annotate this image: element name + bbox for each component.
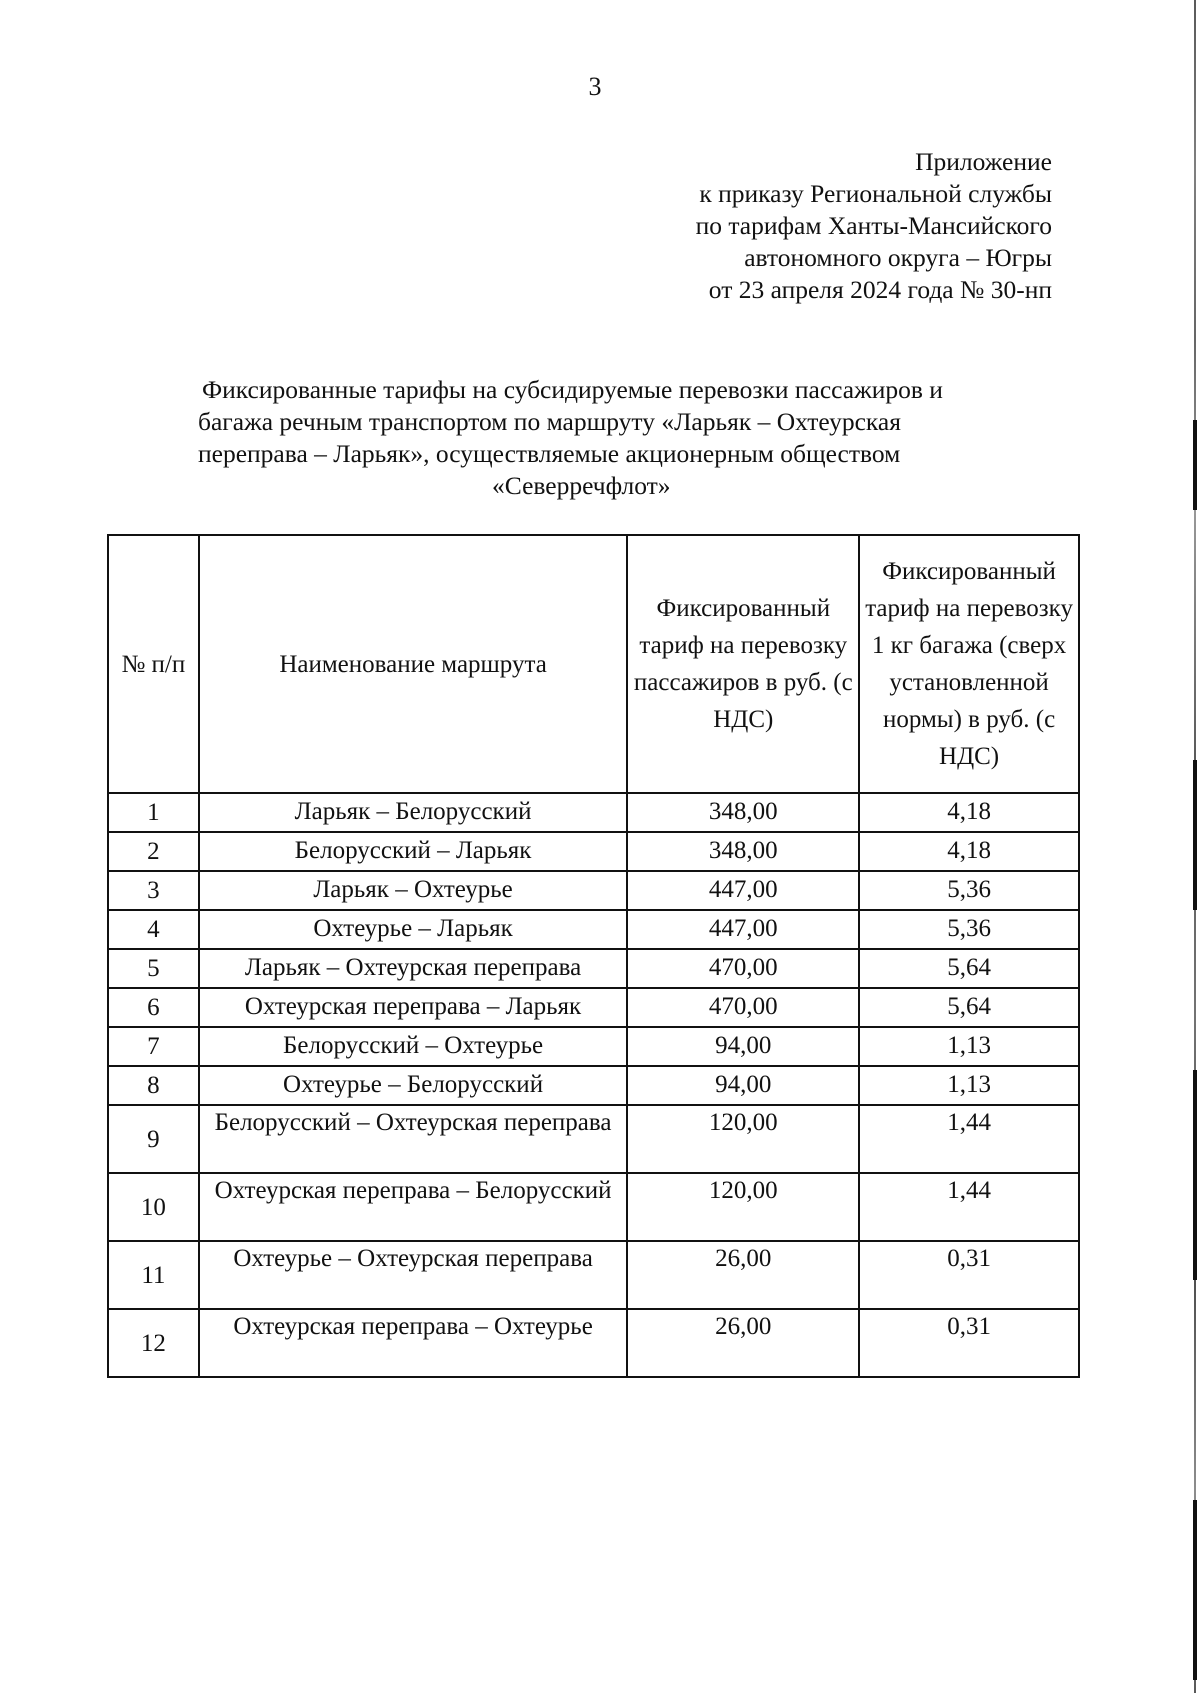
cell-baggage: 1,13: [859, 1027, 1079, 1066]
scan-edge-mark: [1193, 760, 1197, 910]
table-row: [108, 832, 1079, 871]
table-row: [108, 793, 1079, 832]
cell-passenger: 470,00: [627, 949, 859, 988]
appendix-line: от 23 апреля 2024 года № 30-нп: [708, 275, 1052, 304]
cell-route: Белорусский – Охтеурская переправа: [199, 1105, 628, 1173]
cell-route: Ларьяк – Белорусский: [199, 793, 628, 832]
cell-num: 11: [108, 1241, 199, 1309]
cell-baggage: 1,44: [859, 1173, 1079, 1241]
cell-passenger: 447,00: [627, 910, 859, 949]
cell-baggage: 5,36: [859, 910, 1079, 949]
cell-baggage: 0,31: [859, 1241, 1079, 1309]
cell-passenger: 120,00: [627, 1173, 859, 1241]
table-row: [108, 1066, 1079, 1105]
cell-passenger: 120,00: [627, 1105, 859, 1173]
tariffs-table: [107, 534, 1080, 1378]
table-row: [108, 1241, 1079, 1309]
cell-passenger: 348,00: [627, 832, 859, 871]
scan-edge-mark: [1193, 1500, 1197, 1680]
cell-num: 6: [108, 988, 199, 1027]
cell-route: Белорусский – Охтеурье: [199, 1027, 628, 1066]
appendix-line: по тарифам Ханты-Мансийского: [695, 211, 1052, 240]
scan-edge-mark: [1193, 1070, 1197, 1280]
cell-num: 2: [108, 832, 199, 871]
header-num: № п/п: [108, 535, 199, 793]
cell-route: Охтеурье – Ларьяк: [199, 910, 628, 949]
table-row: [108, 1027, 1079, 1066]
cell-num: 8: [108, 1066, 199, 1105]
cell-baggage: 5,36: [859, 871, 1079, 910]
document-title: [180, 374, 1060, 502]
cell-passenger: 470,00: [627, 988, 859, 1027]
cell-num: 5: [108, 949, 199, 988]
appendix-line: Приложение: [915, 147, 1052, 176]
cell-baggage: 0,31: [859, 1309, 1079, 1377]
cell-route: Ларьяк – Охтеурье: [199, 871, 628, 910]
header-passenger-tariff: Фиксированный тариф на перевозку пассажиров в руб. (с НДС): [627, 535, 859, 793]
cell-baggage: 1,13: [859, 1066, 1079, 1105]
scan-edge-mark: [1193, 420, 1197, 510]
cell-route: Охтеурская переправа – Ларьяк: [199, 988, 628, 1027]
cell-num: 4: [108, 910, 199, 949]
cell-passenger: 94,00: [627, 1027, 859, 1066]
table-row: [108, 949, 1079, 988]
cell-num: 10: [108, 1173, 199, 1241]
title-line: Фиксированные тарифы на субсидируемые перевозки пассажиров и: [202, 375, 943, 404]
cell-num: 7: [108, 1027, 199, 1066]
cell-num: 12: [108, 1309, 199, 1377]
cell-route: Белорусский – Ларьяк: [199, 832, 628, 871]
table-row: [108, 910, 1079, 949]
cell-route: Охтеурская переправа – Белорусский: [199, 1173, 628, 1241]
header-baggage-tariff: Фиксированный тариф на перевозку 1 кг багажа (сверх установленной нормы) в руб. (с НДС): [859, 535, 1079, 793]
cell-passenger: 26,00: [627, 1309, 859, 1377]
title-line: «Северречфлот»: [492, 471, 671, 500]
scan-edge-artifact: [1190, 0, 1200, 1693]
cell-route: Охтеурская переправа – Охтеурье: [199, 1309, 628, 1377]
table-row: [108, 1309, 1079, 1377]
page-number: 3: [588, 72, 602, 101]
cell-baggage: 1,44: [859, 1105, 1079, 1173]
table-row: [108, 1105, 1079, 1173]
cell-baggage: 4,18: [859, 832, 1079, 871]
cell-baggage: 5,64: [859, 988, 1079, 1027]
table-header-row: [108, 535, 1079, 793]
appendix-line: автономного округа – Югры: [744, 243, 1052, 272]
cell-num: 9: [108, 1105, 199, 1173]
cell-passenger: 348,00: [627, 793, 859, 832]
cell-route: Охтеурье – Охтеурская переправа: [199, 1241, 628, 1309]
title-line: багажа речным транспортом по маршруту «Ларьяк – Охтеурская: [198, 407, 901, 436]
cell-route: Ларьяк – Охтеурская переправа: [199, 949, 628, 988]
cell-passenger: 94,00: [627, 1066, 859, 1105]
appendix-block: [696, 146, 1052, 306]
cell-route: Охтеурье – Белорусский: [199, 1066, 628, 1105]
header-route: Наименование маршрута: [199, 535, 628, 793]
cell-passenger: 26,00: [627, 1241, 859, 1309]
cell-num: 3: [108, 871, 199, 910]
cell-passenger: 447,00: [627, 871, 859, 910]
title-line: переправа – Ларьяк», осуществляемые акционерным обществом: [198, 439, 901, 468]
appendix-line: к приказу Региональной службы: [699, 179, 1052, 208]
table-row: [108, 871, 1079, 910]
cell-baggage: 4,18: [859, 793, 1079, 832]
table-row: [108, 988, 1079, 1027]
table-row: [108, 1173, 1079, 1241]
cell-baggage: 5,64: [859, 949, 1079, 988]
cell-num: 1: [108, 793, 199, 832]
